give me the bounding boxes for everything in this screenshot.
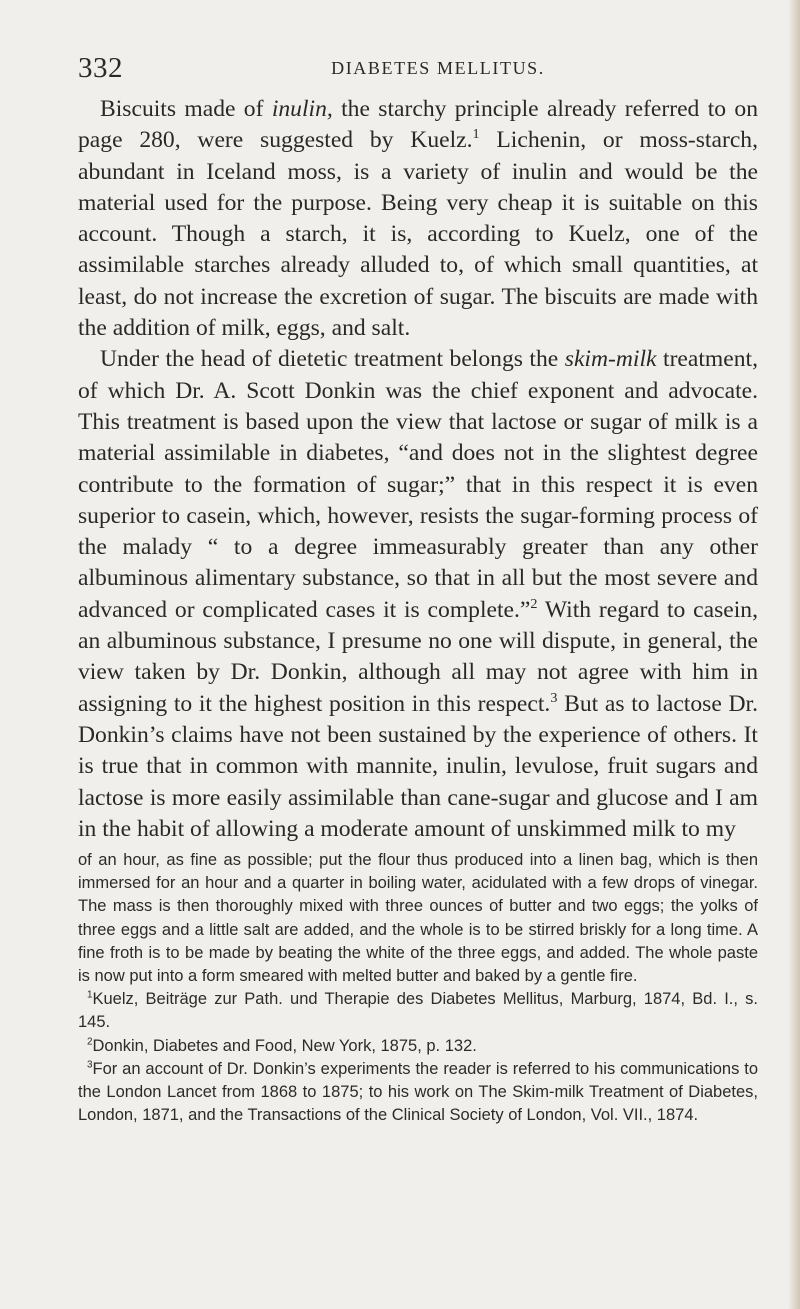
italic-term-inulin: inulin, bbox=[271, 96, 333, 122]
footnote-text: Kuelz, Beiträge zur Path. und Therapie des Diabetes Mellitus, Marburg, 1874, Bd. I., s. 145. bbox=[78, 990, 758, 1032]
paragraph-inulin-biscuits bbox=[78, 94, 758, 344]
text-run: With regard to casein, an albuminous substance, I presume no one will dispute, in general, the view taken by Dr. Donkin, although all may not agree with him in assigning to it the highest position in this respect. bbox=[78, 596, 758, 717]
text-run: treatment, of which Dr. A. Scott Donkin was the chief exponent and advocate. This treatment is based upon the view that lactose or sugar of milk is a material assimilable in diabetes, “and does not in the slightest degree contribute to the formation of sugar;” that in this respect it is even superior to casein, which, however, resists the sugar-forming process of the malady “ to a degree immeasurably greater than any other albuminous alimentary substance, so that in all but the most severe and advanced or complicated cases it is complete.” bbox=[78, 346, 759, 623]
footnote-mark: 2 bbox=[87, 1036, 93, 1048]
italic-term-skim-milk: skim-milk bbox=[564, 346, 657, 373]
footnote-ref-2: 2 bbox=[530, 595, 538, 612]
footnote-text: For an account of Dr. Donkin’s experiments the reader is referred to his communications to the London Lancet from 1868 to 1875; to his work on The Skim-milk Treatment of Diabetes, London, 1871, and the Transactions of the Clinical Society of London, Vol. VII., 1874. bbox=[78, 1059, 758, 1125]
text-run: the starchy principle already referred to on page 280, were suggested by Kuelz. bbox=[78, 96, 758, 154]
footnotes bbox=[78, 849, 758, 1127]
running-head: DIABETES MELLITUS. bbox=[331, 58, 545, 78]
paragraph-skim-milk-treatment bbox=[78, 344, 758, 845]
footnote-mark: 1 bbox=[87, 989, 93, 1001]
text-run: Under the head of dietetic treatment belongs the bbox=[100, 346, 565, 373]
main-text bbox=[78, 94, 758, 845]
page-edge-shadow bbox=[788, 0, 800, 1309]
footnote-2 bbox=[78, 1035, 758, 1058]
footnote-ref-1: 1 bbox=[472, 126, 480, 143]
footnote-1 bbox=[78, 988, 758, 1034]
footnote-mark: 3 bbox=[87, 1059, 93, 1071]
page-header bbox=[78, 52, 758, 82]
page-number: 332 bbox=[78, 52, 123, 84]
footnote-ref-3: 3 bbox=[550, 689, 558, 706]
text-run: Biscuits made of bbox=[100, 96, 272, 122]
text-run: Lichenin, or moss-starch, abundant in Iceland moss, is a variety of inulin and would be the material used for the purpose. Being very cheap it is suitable on this account. Though a starch, it is, according to Kuelz, one of the assimilable starches already alluded to, of which small quantities, at least, do not increase the excretion of sugar. The biscuits are made with the addition of milk, eggs, and salt. bbox=[78, 127, 758, 342]
footnote-continuation: of an hour, as fine as possible; put the flour thus produced into a linen bag, which is then immersed for an hour and a quarter in boiling water, acidulated with a few drops of vinegar. The mass is then thoroughly mixed with three ounces of butter and two eggs; the yolks of three eggs and a little salt are added, and the whole is to be stirred briskly for a long time. A fine froth is to be made by beating the white of the three eggs, and added. The whole paste is now put into a form smeared with melted butter and baked by a gentle fire. bbox=[78, 851, 758, 986]
footnote-text: Donkin, Diabetes and Food, New York, 1875, p. 132. bbox=[92, 1036, 477, 1055]
footnote-3 bbox=[78, 1058, 758, 1128]
text-run: But as to lactose Dr. Donkin’s claims have not been sustained by the experience of others. It is true that in common with mannite, inulin, levulose, fruit sugars and lactose is more easily assimilable than cane-sugar and glucose and I am in the habit of allowing a moderate amount of unskimmed milk to my bbox=[78, 690, 758, 842]
